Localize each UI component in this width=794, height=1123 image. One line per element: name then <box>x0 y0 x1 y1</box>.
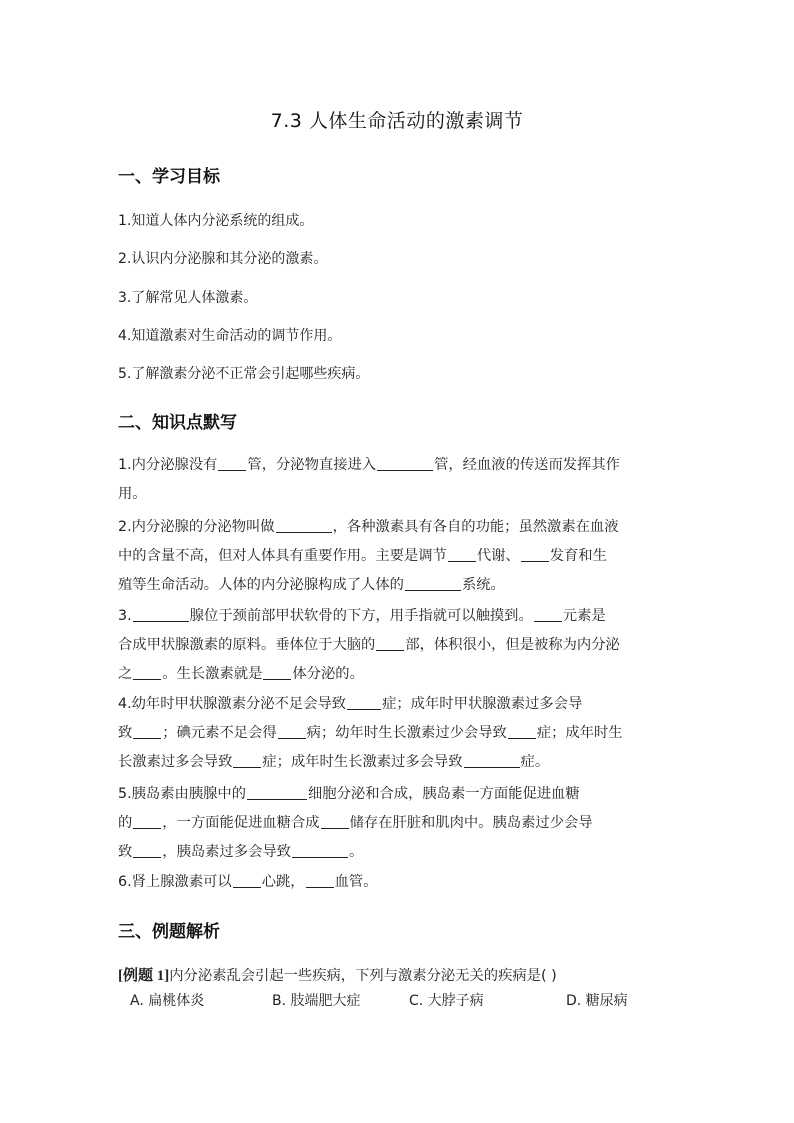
answer-blank[interactable] <box>347 695 381 710</box>
question-2: 2.内分泌腺的分泌物叫做 ，各种激素具有各自的功能；虽然激素在血液 中的含量不高，但对人体具有重要作用。主要是调节 代谢、 发育和生 殖等生命活动。人体的内分泌腺构成了人体的 系统。 <box>118 519 619 593</box>
objective-item: 2.认识内分泌腺和其分泌的激素。 <box>118 251 328 267</box>
answer-blank[interactable] <box>233 753 261 768</box>
answer-blank[interactable] <box>292 843 348 858</box>
objective-item: 3.了解常见人体激素。 <box>118 290 258 306</box>
question-4: 4.幼年时甲状腺激素分泌不足会导致 症；成年时甲状腺激素过多会导 致 ；碘元素不足会得 病；幼年时生长激素过少会导致 症；成年时生 长激素过多会导致 症；成年时生长激素过多会导致 症。 <box>118 696 623 770</box>
option-d[interactable]: D. 糖尿病 <box>566 993 628 1009</box>
question-3: 3. 腺位于颈前部甲状软骨的下方，用手指就可以触摸到。 元素是 合成甲状腺激素的原料。垂体位于大脑的 部，体积很小，但是被称为内分泌 之 。生长激素就是 体分泌的。 <box>118 608 620 682</box>
answer-blank[interactable] <box>464 753 520 768</box>
question-5: 5.胰岛素由胰腺中的 细胞分泌和合成，胰岛素一方面能促进血糖 的 ，一方面能促进血糖合成 储存在肝脏和肌肉中。胰岛素过少会导 致 ，胰岛素过多会导致 。 <box>118 786 593 860</box>
answer-blank[interactable] <box>133 814 161 829</box>
option-c[interactable]: C. 大脖子病 <box>409 993 484 1009</box>
answer-blank[interactable] <box>521 547 549 562</box>
section-heading-dictation: 二、知识点默写 <box>118 413 237 433</box>
section-heading-examples: 三、例题解析 <box>118 922 220 942</box>
question-1: 1.内分泌腺没有 管，分泌物直接进入 管，经血液的传送而发挥其作 用。 <box>118 457 620 502</box>
example-question <box>118 964 557 985</box>
answer-blank[interactable] <box>133 724 161 739</box>
answer-blank[interactable] <box>405 576 461 591</box>
example-text: 内分泌素乱会引起一些疾病，下列与激素分泌无关的疾病是( ) <box>169 968 557 984</box>
answer-blank[interactable] <box>263 665 291 680</box>
answer-blank[interactable] <box>448 547 476 562</box>
objective-item: 1.知道人体内分泌系统的组成。 <box>118 213 314 229</box>
answer-blank[interactable] <box>534 607 562 622</box>
example-label: [例题 1] <box>118 968 170 984</box>
answer-blank[interactable] <box>321 814 349 829</box>
answer-blank[interactable] <box>376 636 404 651</box>
section-heading-objectives: 一、学习目标 <box>118 167 220 187</box>
answer-blank[interactable] <box>276 518 332 533</box>
answer-blank[interactable] <box>233 873 261 888</box>
page-title: 7.3 人体生命活动的激素调节 <box>270 110 524 132</box>
question-6: 6.肾上腺激素可以 心跳， 血管。 <box>118 874 378 890</box>
answer-blank[interactable] <box>306 873 334 888</box>
answer-blank[interactable] <box>278 724 306 739</box>
option-b[interactable]: B. 肢端肥大症 <box>272 993 361 1009</box>
option-a[interactable]: A. 扁桃体炎 <box>130 993 205 1009</box>
objective-item: 4.知道激素对生命活动的调节作用。 <box>118 328 342 344</box>
answer-blank[interactable] <box>218 456 246 471</box>
answer-blank[interactable] <box>133 607 189 622</box>
answer-blank[interactable] <box>247 785 307 800</box>
answer-blank[interactable] <box>133 665 161 680</box>
objective-item: 5.了解激素分泌不正常会引起哪些疾病。 <box>118 366 370 382</box>
answer-blank[interactable] <box>508 724 536 739</box>
answer-blank[interactable] <box>133 843 161 858</box>
answer-blank[interactable] <box>377 456 433 471</box>
